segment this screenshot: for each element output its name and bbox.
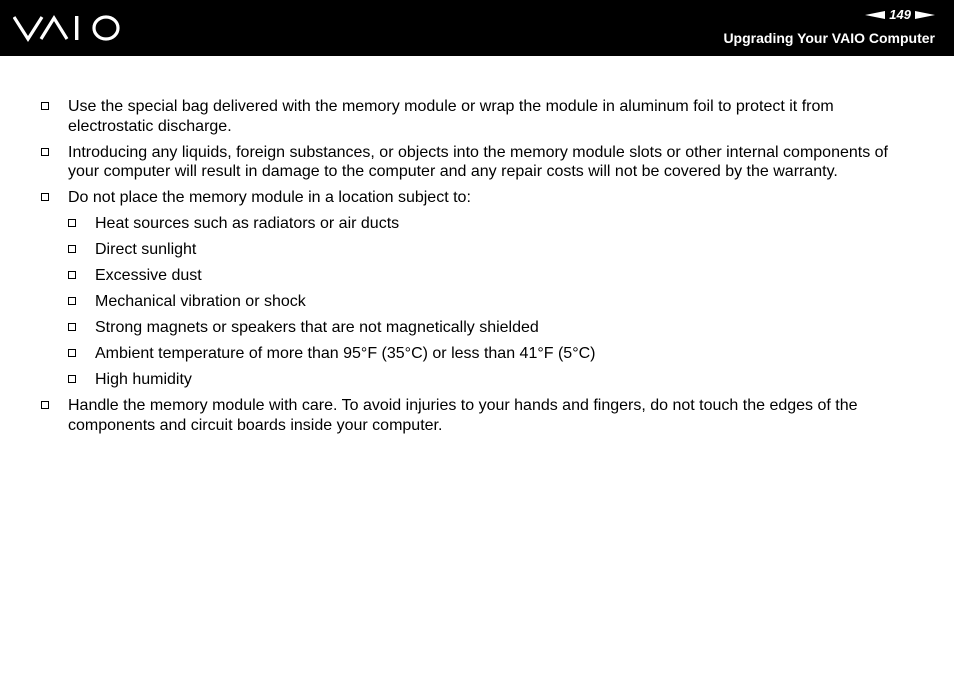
sub-list-item [67, 370, 920, 390]
checkbox-bullet-icon [41, 401, 49, 409]
list-item-text: Heat sources such as radiators or air ducts [95, 215, 400, 232]
list-item-text: Mechanical vibration or shock [95, 293, 306, 310]
sub-list-item [67, 214, 920, 234]
checkbox-bullet-icon [68, 245, 76, 253]
checkbox-bullet-icon [68, 323, 76, 331]
page-number: 149 [889, 7, 911, 22]
list-item [40, 143, 920, 182]
list-item-text: Strong magnets or speakers that are not magnetically shielded [95, 319, 539, 336]
checkbox-bullet-icon [41, 193, 49, 201]
sub-list-item [67, 266, 920, 286]
sub-list-item [67, 344, 920, 364]
list-item-text: Do not place the memory module in a location subject to: [68, 189, 471, 206]
list-item-text: Excessive dust [95, 267, 202, 284]
checkbox-bullet-icon [68, 375, 76, 383]
sub-list-item [67, 292, 920, 312]
section-title: Upgrading Your VAIO Computer [723, 30, 935, 46]
list-item-text: High humidity [95, 371, 192, 388]
list-item [40, 396, 920, 435]
vaio-logo-icon [13, 13, 121, 45]
checkbox-bullet-icon [68, 219, 76, 227]
list-item-text: Use the special bag delivered with the memory module or wrap the module in aluminum foil to protect it from electrostatic discharge. [68, 98, 834, 135]
list-item [40, 97, 920, 136]
list-item-text: Direct sunlight [95, 241, 197, 258]
checkbox-bullet-icon [41, 148, 49, 156]
list-item-text: Introducing any liquids, foreign substances, or objects into the memory module slots or other internal components of your computer will result in damage to the computer and any repair costs will not be covered by the warranty. [68, 143, 888, 180]
checkbox-bullet-icon [68, 349, 76, 357]
checkbox-bullet-icon [41, 102, 49, 110]
previous-page-arrow-icon[interactable] [865, 11, 885, 19]
page-navigator [865, 6, 935, 24]
page-header [0, 0, 954, 56]
next-page-arrow-icon[interactable] [915, 11, 935, 19]
list-item-text: Ambient temperature of more than 95°F (35°C) or less than 41°F (5°C) [95, 345, 596, 362]
sub-list-item [67, 318, 920, 338]
sub-list-item [67, 240, 920, 260]
list-item-text: Handle the memory module with care. To avoid injuries to your hands and fingers, do not touch the edges of the components and circuit boards inside your computer. [68, 397, 858, 434]
memory-handling-precautions-list [40, 97, 920, 442]
list-item [40, 188, 920, 208]
checkbox-bullet-icon [68, 271, 76, 279]
checkbox-bullet-icon [68, 297, 76, 305]
